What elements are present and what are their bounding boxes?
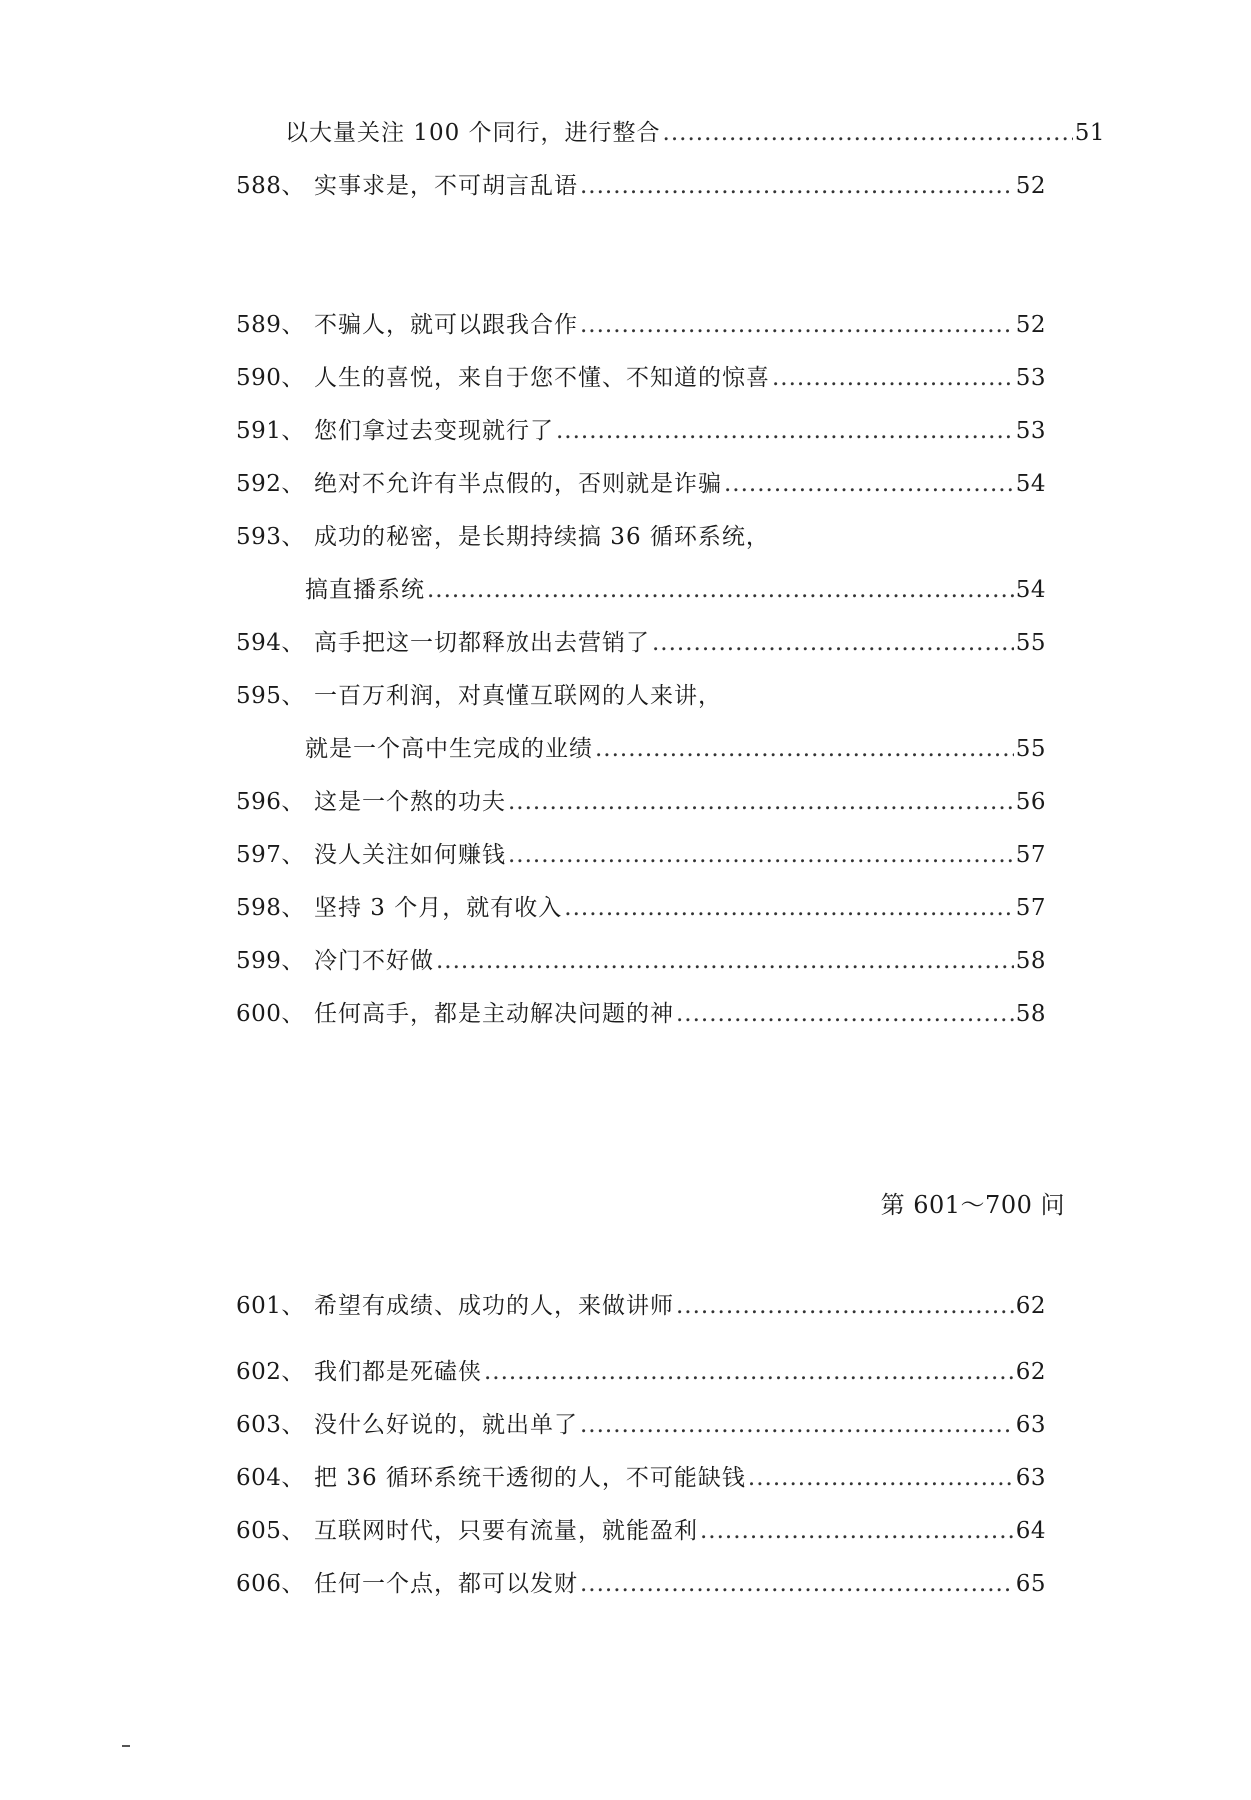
toc-entry-title: 实事求是，不可胡言乱语	[314, 173, 578, 199]
toc-entry-page: 63	[1015, 1465, 1046, 1491]
toc-entry	[236, 416, 1046, 446]
toc-entry-title: 绝对不允许有半点假的，否则就是诈骗	[314, 471, 722, 497]
toc-entry	[236, 310, 1046, 340]
toc-entry-number: 596、	[236, 789, 305, 815]
toc-entry-title: 任何一个点，都可以发财	[314, 1571, 578, 1597]
leader-dots	[595, 734, 1014, 764]
toc-entry-page: 57	[1015, 895, 1046, 921]
leader-dots	[676, 999, 1014, 1029]
toc-entry-title: 没什么好说的，就出单了	[314, 1412, 578, 1438]
toc-entry-page: 54	[1015, 471, 1046, 497]
toc-entry-title: 任何高手，都是主动解决问题的神	[314, 1001, 674, 1027]
toc-entry-page: 63	[1015, 1412, 1046, 1438]
toc-entry-title: 高手把这一切都释放出去营销了	[314, 630, 650, 656]
leader-dots	[508, 840, 1014, 870]
toc-entry	[236, 840, 1046, 870]
toc-entry	[236, 628, 1046, 658]
toc-entry-number: 595、	[236, 683, 305, 709]
toc-entry-page: 52	[1015, 312, 1046, 338]
toc-entry-page: 62	[1015, 1293, 1046, 1319]
toc-entry-title: 成功的秘密，是长期持续搞 36 循环系统，	[314, 524, 770, 550]
toc-entry	[236, 171, 1046, 201]
toc-entry-title: 以大量关注 100 个同行，进行整合	[285, 120, 661, 146]
toc-entry-number: 598、	[236, 895, 305, 921]
footer-mark	[122, 1745, 130, 1747]
toc-entry-number: 604、	[236, 1465, 305, 1491]
toc-entry-title: 把 36 循环系统干透彻的人，不可能缺钱	[314, 1465, 746, 1491]
leader-dots	[724, 469, 1014, 499]
toc-entry-number: 588、	[236, 173, 305, 199]
toc-entry-number: 605、	[236, 1518, 305, 1544]
toc-entry-title: 没人关注如何赚钱	[314, 842, 506, 868]
toc-entry-number: 597、	[236, 842, 305, 868]
toc-entry-number: 602、	[236, 1359, 305, 1385]
toc-entry-number: 591、	[236, 418, 305, 444]
toc-entry-number: 594、	[236, 630, 305, 656]
leader-dots	[508, 787, 1014, 817]
leader-dots	[652, 628, 1014, 658]
toc-entry-page: 64	[1015, 1518, 1046, 1544]
toc-entry-title: 一百万利润，对真懂互联网的人来讲，	[314, 683, 722, 709]
leader-dots	[700, 1516, 1014, 1546]
leader-dots	[580, 310, 1014, 340]
toc-entry-number: 606、	[236, 1571, 305, 1597]
toc-entry-title: 互联网时代，只要有流量，就能盈利	[314, 1518, 698, 1544]
leader-dots	[580, 1569, 1014, 1599]
toc-entry	[236, 1410, 1046, 1440]
toc-entry	[236, 787, 1046, 817]
toc-entry	[236, 999, 1046, 1029]
toc-entry-title: 希望有成绩、成功的人，来做讲师	[314, 1293, 674, 1319]
toc-entry-title: 坚持 3 个月，就有收入	[314, 895, 563, 921]
toc-entry-title: 就是一个高中生完成的业绩	[305, 736, 593, 762]
toc-entry-page: 53	[1015, 365, 1046, 391]
toc-entry	[236, 1463, 1046, 1493]
toc-entry-continuation	[305, 734, 1046, 764]
toc-entry	[236, 946, 1046, 976]
toc-entry-page: 54	[1015, 577, 1046, 603]
toc-entry-page: 52	[1015, 173, 1046, 199]
leader-dots	[663, 118, 1073, 148]
toc-entry-page: 53	[1015, 418, 1046, 444]
toc-entry	[236, 522, 1046, 552]
toc-entry-number: 592、	[236, 471, 305, 497]
toc-entry-page: 58	[1015, 948, 1046, 974]
leader-dots	[676, 1291, 1014, 1321]
toc-entry-title: 我们都是死磕侠	[314, 1359, 482, 1385]
toc-entry-page: 57	[1015, 842, 1046, 868]
toc-entry-title: 冷门不好做	[314, 948, 434, 974]
toc-entry	[285, 118, 1105, 148]
toc-entry-page: 58	[1015, 1001, 1046, 1027]
toc-entry-number: 603、	[236, 1412, 305, 1438]
toc-entry-number: 601、	[236, 1293, 305, 1319]
toc-entry-number: 590、	[236, 365, 305, 391]
leader-dots	[580, 171, 1014, 201]
toc-entry-continuation	[305, 575, 1046, 605]
toc-entry	[236, 1357, 1046, 1387]
toc-entry-number: 599、	[236, 948, 305, 974]
leader-dots	[484, 1357, 1014, 1387]
leader-dots	[580, 1410, 1014, 1440]
toc-entry-title: 搞直播系统	[305, 577, 425, 603]
toc-entry-number: 600、	[236, 1001, 305, 1027]
leader-dots	[748, 1463, 1014, 1493]
toc-entry-title: 人生的喜悦，来自于您不懂、不知道的惊喜	[314, 365, 770, 391]
leader-dots	[427, 575, 1014, 605]
toc-entry	[236, 893, 1046, 923]
toc-entry-page: 55	[1015, 736, 1046, 762]
toc-entry-title: 您们拿过去变现就行了	[314, 418, 554, 444]
toc-entry	[236, 469, 1046, 499]
toc-entry	[236, 1291, 1046, 1321]
toc-entry	[236, 1516, 1046, 1546]
toc-entry-page: 62	[1015, 1359, 1046, 1385]
toc-entry-number: 593、	[236, 524, 305, 550]
leader-dots	[564, 893, 1013, 923]
toc-entry-page: 55	[1015, 630, 1046, 656]
toc-entry	[236, 363, 1046, 393]
toc-entry-title: 不骗人，就可以跟我合作	[314, 312, 578, 338]
toc-entry-page: 65	[1015, 1571, 1046, 1597]
leader-dots	[436, 946, 1014, 976]
toc-entry	[236, 681, 1046, 711]
leader-dots	[772, 363, 1014, 393]
toc-entry	[236, 1569, 1046, 1599]
toc-entry-title: 这是一个熬的功夫	[314, 789, 506, 815]
toc-entry-page: 51	[1074, 120, 1105, 146]
leader-dots	[556, 416, 1014, 446]
toc-entry-number: 589、	[236, 312, 305, 338]
toc-entry-page: 56	[1015, 789, 1046, 815]
section-header: 第 601～700 问	[880, 1191, 1065, 1219]
